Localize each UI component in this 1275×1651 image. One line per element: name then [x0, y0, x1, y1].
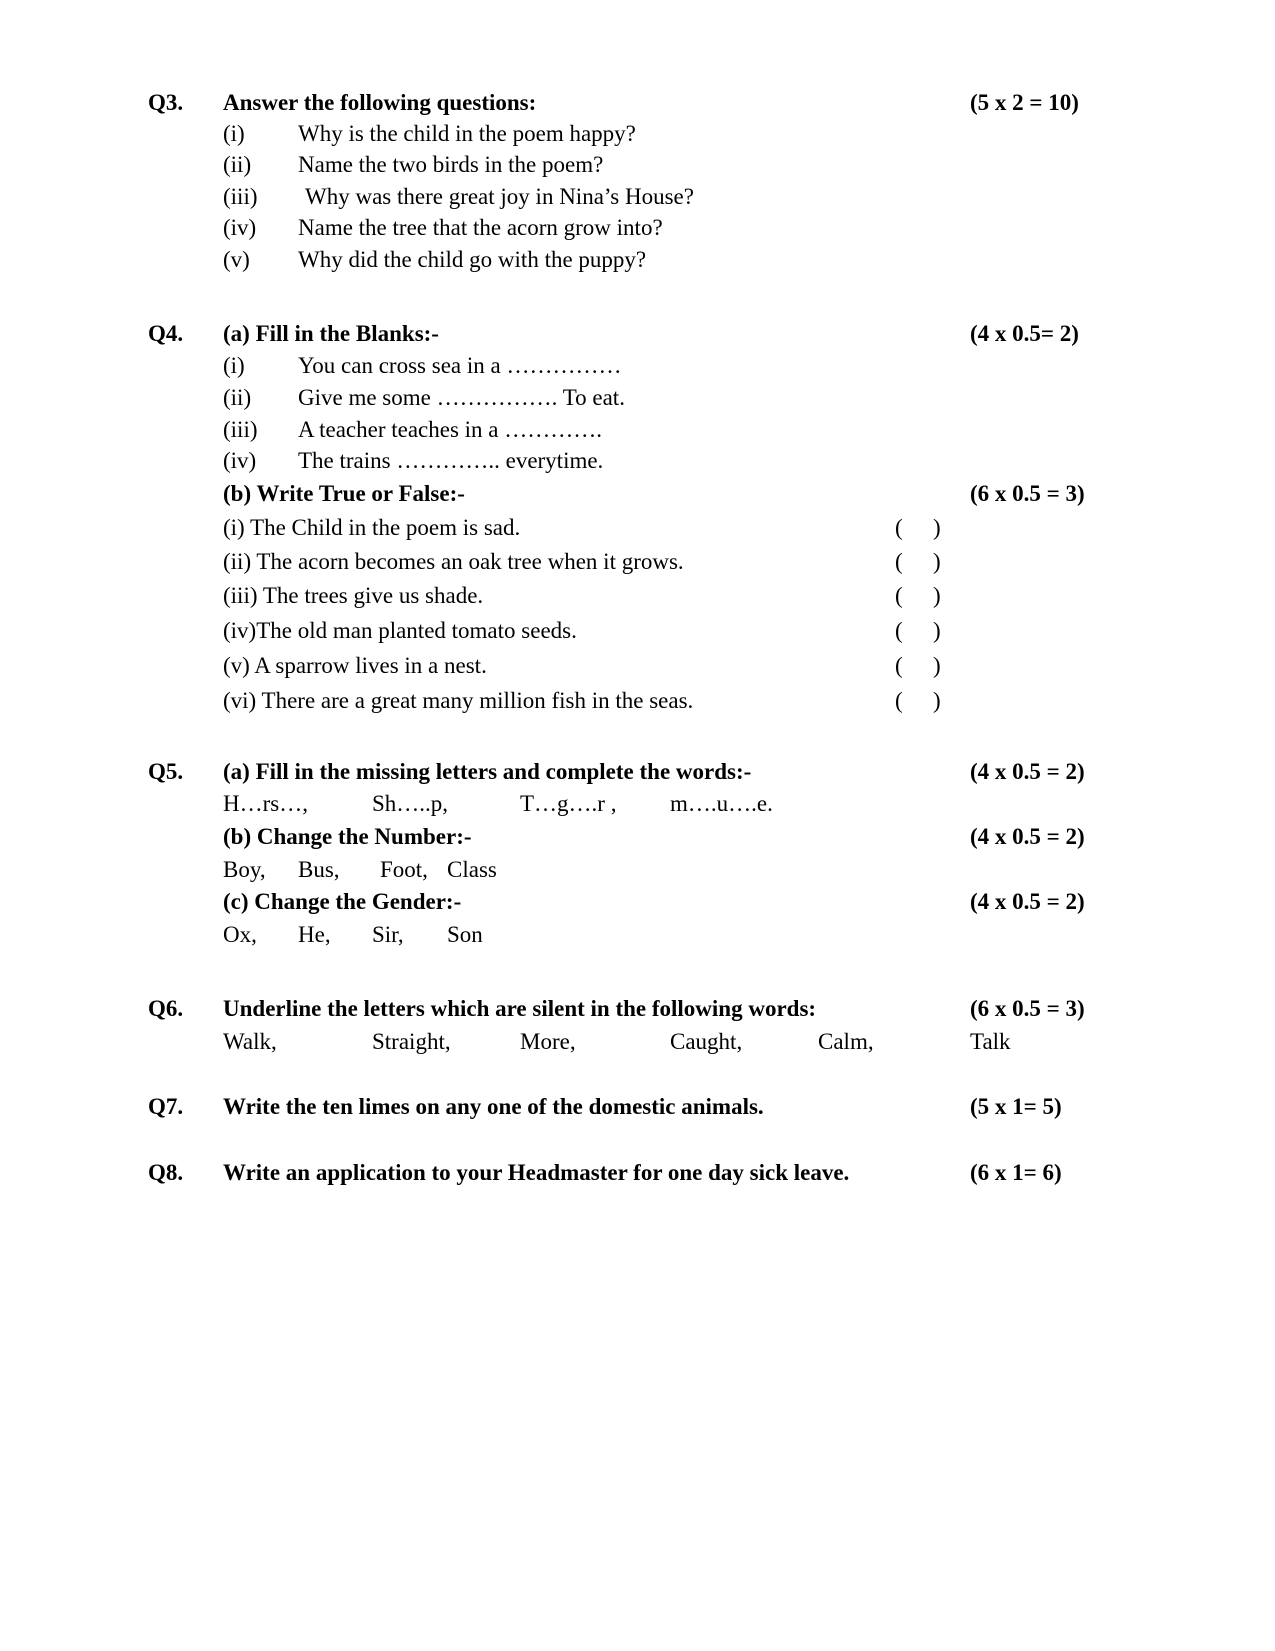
q5a-marks: (4 x 0.5 = 2): [970, 759, 1085, 784]
q4a-item-num: (iii): [223, 417, 258, 442]
q7-number: Q7.: [148, 1094, 184, 1119]
q3-item-num: (v): [223, 247, 250, 272]
answer-bracket-open: (: [895, 653, 903, 678]
q5a-word: H…rs…,: [223, 791, 308, 816]
q6-word: Straight,: [372, 1029, 451, 1054]
q3-marks: (5 x 2 = 10): [970, 90, 1079, 115]
answer-bracket-open: (: [895, 688, 903, 713]
q4a-marks: (4 x 0.5= 2): [970, 321, 1079, 346]
q5b-word: Boy,: [223, 857, 266, 882]
q6-title: Underline the letters which are silent in the following words:: [223, 996, 817, 1021]
q4b-statement: (iv)The old man planted tomato seeds.: [223, 618, 577, 643]
answer-bracket-close: ): [933, 549, 941, 574]
q5c-marks: (4 x 0.5 = 2): [970, 889, 1085, 914]
answer-bracket-open: (: [895, 549, 903, 574]
answer-bracket-open: (: [895, 583, 903, 608]
q3-item-num: (iv): [223, 215, 257, 240]
q3-number: Q3.: [148, 90, 184, 115]
q5a-word: Sh…..p,: [372, 791, 449, 816]
q7-title: Write the ten limes on any one of the domestic animals.: [223, 1094, 764, 1119]
q3-item-num: (i): [223, 121, 245, 146]
q5c-title: (c) Change the Gender:-: [223, 889, 462, 914]
q4a-item-text: You can cross sea in a ……………: [298, 353, 622, 378]
q4a-item-num: (i): [223, 353, 245, 378]
q5b-word: Foot,: [380, 857, 428, 882]
q5c-word: He,: [298, 922, 331, 947]
q3-item-num: (ii): [223, 152, 252, 177]
q3-item-text: Name the tree that the acorn grow into?: [298, 215, 663, 240]
q4a-item-num: (ii): [223, 385, 252, 410]
answer-bracket-close: ): [933, 653, 941, 678]
answer-bracket-open: (: [895, 618, 903, 643]
q5-number: Q5.: [148, 759, 184, 784]
q5b-marks: (4 x 0.5 = 2): [970, 824, 1085, 849]
q3-item-text: Why was there great joy in Nina’s House?: [305, 184, 694, 209]
q5a-word: T…g….r ,: [520, 791, 617, 816]
q4b-statement: (ii) The acorn becomes an oak tree when it grows.: [223, 549, 684, 574]
q3-item-text: Why did the child go with the puppy?: [298, 247, 647, 272]
q4b-statement: (v) A sparrow lives in a nest.: [223, 653, 487, 678]
q5c-word: Sir,: [372, 922, 404, 947]
q8-marks: (6 x 1= 6): [970, 1160, 1062, 1185]
q4a-item-text: Give me some ……………. To eat.: [298, 385, 625, 410]
q6-number: Q6.: [148, 996, 184, 1021]
q4a-item-num: (iv): [223, 448, 257, 473]
q3-item-text: Why is the child in the poem happy?: [298, 121, 636, 146]
answer-bracket-close: ): [933, 515, 941, 540]
q3-title: Answer the following questions:: [223, 90, 537, 115]
q6-word: Talk: [970, 1029, 1011, 1054]
q5b-word: Class: [447, 857, 497, 882]
answer-bracket-close: ): [933, 688, 941, 713]
q5c-word: Son: [447, 922, 483, 947]
q6-word: More,: [520, 1029, 576, 1054]
answer-bracket-open: (: [895, 515, 903, 540]
q7-marks: (5 x 1= 5): [970, 1094, 1062, 1119]
q6-word: Caught,: [670, 1029, 743, 1054]
q4a-item-text: A teacher teaches in a ………….: [298, 417, 602, 442]
answer-bracket-close: ): [933, 583, 941, 608]
q5a-title: (a) Fill in the missing letters and complete the words:-: [223, 759, 752, 784]
q4b-statement: (i) The Child in the poem is sad.: [223, 515, 521, 540]
q4b-statement: (iii) The trees give us shade.: [223, 583, 484, 608]
q4b-marks: (6 x 0.5 = 3): [970, 481, 1085, 506]
q8-number: Q8.: [148, 1160, 184, 1185]
q5b-title: (b) Change the Number:-: [223, 824, 472, 849]
q4b-statement: (vi) There are a great many million fish in the seas.: [223, 688, 694, 713]
q6-word: Calm,: [818, 1029, 874, 1054]
q6-marks: (6 x 0.5 = 3): [970, 996, 1085, 1021]
q8-title: Write an application to your Headmaster for one day sick leave.: [223, 1160, 850, 1185]
q5b-word: Bus,: [298, 857, 340, 882]
q6-word: Walk,: [223, 1029, 277, 1054]
q4a-item-text: The trains ………….. everytime.: [298, 448, 604, 473]
q4a-title: (a) Fill in the Blanks:-: [223, 321, 439, 346]
q4b-title: (b) Write True or False:-: [223, 481, 465, 506]
q4-number: Q4.: [148, 321, 184, 346]
q5a-word: m….u….e.: [670, 791, 773, 816]
answer-bracket-close: ): [933, 618, 941, 643]
q3-item-num: (iii): [223, 184, 258, 209]
q5c-word: Ox,: [223, 922, 257, 947]
q3-item-text: Name the two birds in the poem?: [298, 152, 604, 177]
